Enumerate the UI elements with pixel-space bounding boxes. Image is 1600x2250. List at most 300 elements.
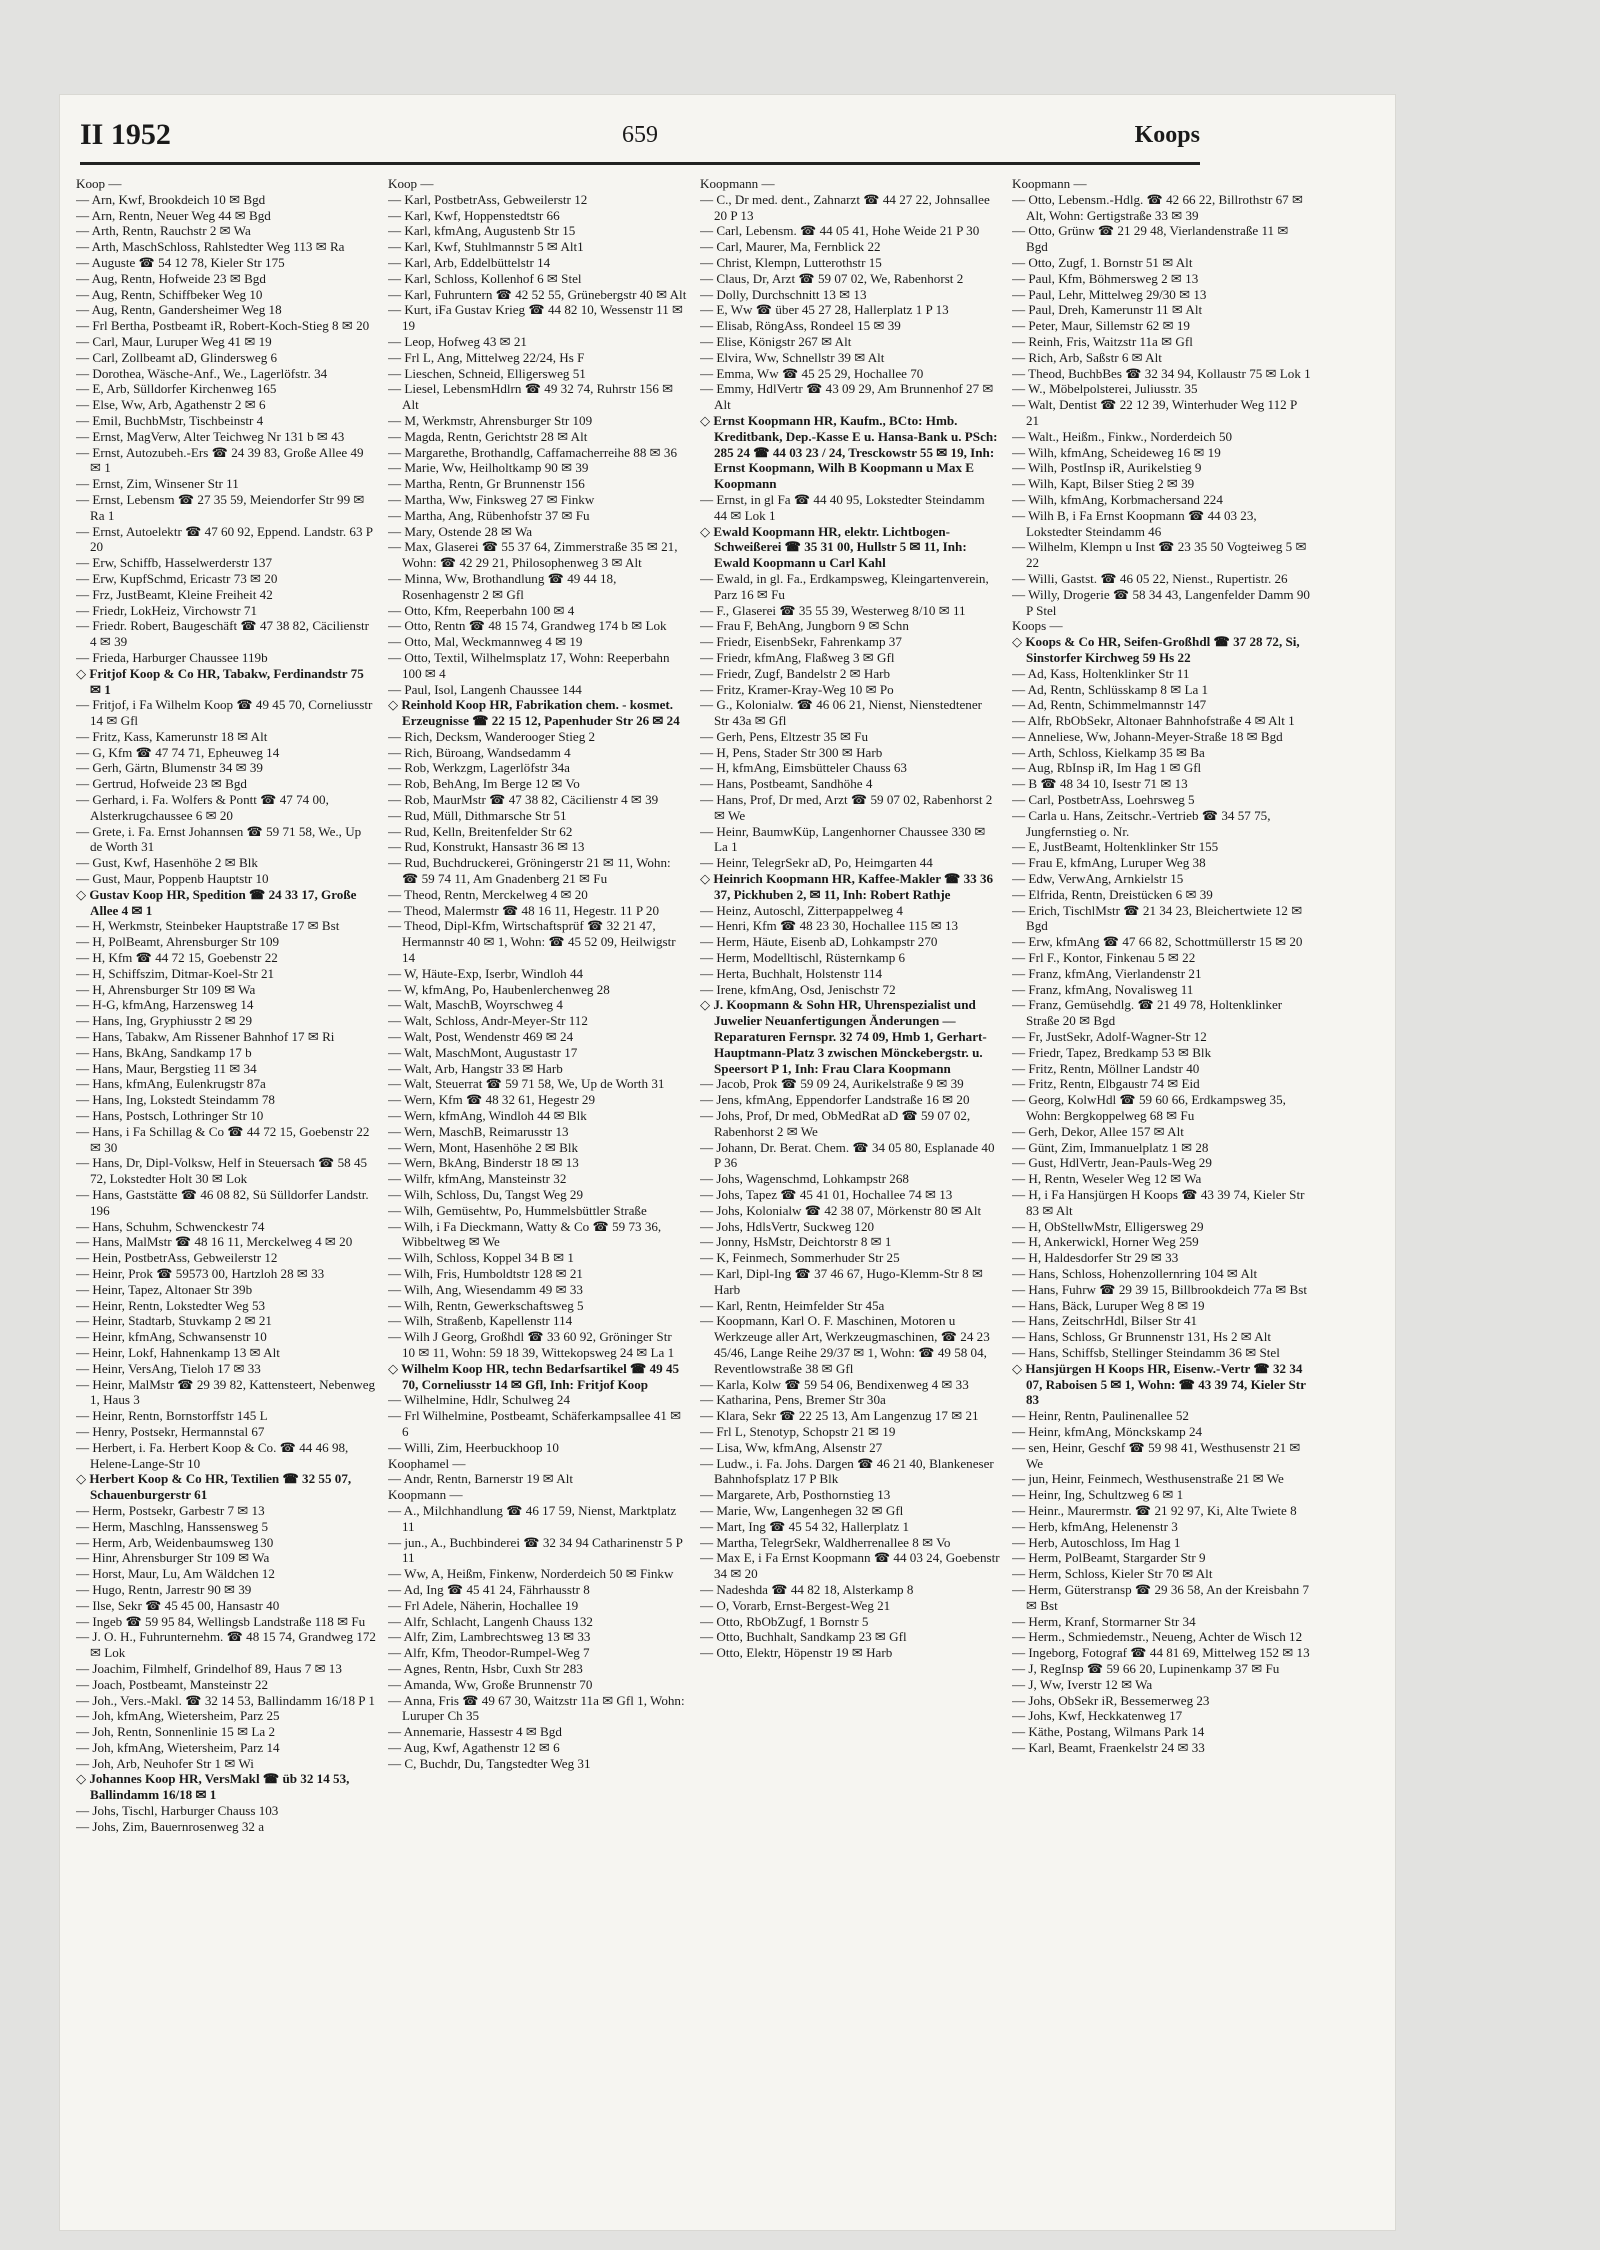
- directory-entry: — Ad, Rentn, Schlüsskamp 8 ✉ La 1: [1012, 681, 1209, 697]
- directory-entry: — Rud, Konstrukt, Hansastr 36 ✉ 13: [388, 839, 585, 855]
- directory-entry: — Wilh, Schloss, Du, Tangst Weg 29: [388, 1187, 584, 1202]
- directory-entry: — Paul, Isol, Langenh Chaussee 144: [388, 681, 582, 697]
- directory-entry: — Wilh J Georg, Großhdl ☎ 33 60 92, Gröninger Str 10 ✉ 11, Wohn: 59 18 39, Wittekopsweg 24 ✉ La 1: [388, 1329, 675, 1360]
- directory-entry: Koopmann —: [700, 176, 775, 191]
- directory-entry: — Herm, Kranf, Stormarner Str 34: [1012, 1613, 1196, 1629]
- directory-entry: — Fritz, Rentn, Elbgaustr 74 ✉ Eid: [1012, 1076, 1200, 1092]
- directory-entry: — Joh., Vers.-Makl. ☎ 32 14 53, Ballindamm 16/18 P 1: [76, 1692, 375, 1708]
- directory-entry: — Wern, BkAng, Binderstr 18 ✉ 13: [388, 1155, 579, 1171]
- directory-entry: — Gust, HdlVertr, Jean-Pauls-Weg 29: [1012, 1155, 1212, 1171]
- directory-entry: Koopmann —: [1012, 176, 1087, 191]
- directory-entry: — Erich, TischlMstr ☎ 21 34 23, Bleichertwiete 12 ✉ Bgd: [1012, 902, 1303, 934]
- directory-entry: — Willi, Gastst. ☎ 46 05 22, Nienst., Rupertistr. 26: [1012, 570, 1288, 586]
- directory-entry: — Heinr, Lokf, Hahnenkamp 13 ✉ Alt: [76, 1344, 280, 1360]
- directory-entry: — Hans, Dr, Dipl-Volksw, Helf in Steuersach ☎ 58 45 72, Lokstedter Holt 30 ✉ Lok: [76, 1155, 368, 1187]
- directory-entry: — Fritz, Kramer-Kray-Weg 10 ✉ Po: [700, 681, 894, 697]
- directory-entry: — Reinh, Fris, Waitzstr 11a ✉ Gfl: [1012, 333, 1193, 349]
- directory-entry: — Theod, Malermstr ☎ 48 16 11, Hegestr. 11 P 20: [388, 902, 660, 918]
- directory-entry: — Heinr, TelegrSekr aD, Po, Heimgarten 44: [700, 855, 933, 871]
- directory-entry: — Karl, Fuhruntern ☎ 42 52 55, Grünebergstr 40 ✉ Alt: [388, 286, 687, 302]
- directory-entry: — Herm., Schmiedemstr., Neueng, Achter de Wisch 12: [1012, 1629, 1303, 1645]
- directory-entry: — Franz, kfmAng, Vierlandenstr 21: [1012, 965, 1202, 981]
- directory-entry: — Minna, Ww, Brothandlung ☎ 49 44 18, Rosenhagenstr 2 ✉ Gfl: [388, 570, 617, 602]
- directory-entry: — Arth, Schloss, Kielkamp 35 ✉ Ba: [1012, 744, 1205, 760]
- directory-entry: — Ernst, Zim, Winsener Str 11: [76, 476, 239, 492]
- directory-entry: — Wilh, Schloss, Koppel 34 B ✉ 1: [388, 1250, 574, 1266]
- directory-entry: — Herb, Autoschloss, Im Hag 1: [1012, 1534, 1181, 1550]
- directory-entry: — Wilh, Kapt, Bilser Stieg 2 ✉ 39: [1012, 476, 1195, 492]
- directory-entry: ◇ Herbert Koop & Co HR, Textilien ☎ 32 55 07, Schauenburgerstr 61: [76, 1471, 352, 1503]
- directory-entry: Koop —: [76, 176, 122, 191]
- directory-entry: — Hugo, Rentn, Jarrestr 90 ✉ 39: [76, 1581, 252, 1597]
- directory-entry: — Jacob, Prok ☎ 59 09 24, Aurikelstraße 9 ✉ 39: [700, 1076, 964, 1092]
- directory-entry: — Fr, JustSekr, Adolf-Wagner-Str 12: [1012, 1029, 1207, 1045]
- directory-entry: ◇ Fritjof Koop & Co HR, Tabakw, Ferdinandstr 75 ✉ 1: [76, 665, 364, 697]
- directory-entry: — Theod, Rentn, Merckelweg 4 ✉ 20: [388, 886, 588, 902]
- directory-entry: — Hans, Postsch, Lothringer Str 10: [76, 1108, 264, 1124]
- directory-entry: — Arth, MaschSchloss, Rahlstedter Weg 113 ✉ Ra: [76, 239, 345, 255]
- directory-entry: — Lieschen, Schneid, Elligersweg 51: [388, 365, 586, 381]
- directory-entry: — B ☎ 48 34 10, Isestr 71 ✉ 13: [1012, 776, 1188, 792]
- directory-entry: — Heinr, Rentn, Bornstorffstr 145 L: [76, 1408, 268, 1424]
- directory-entry: — J, Ww, Iverstr 12 ✉ Wa: [1012, 1676, 1153, 1692]
- directory-entry: ◇ Ernst Koopmann HR, Kaufm., BCto: Hmb. Kreditbank, Dep.-Kasse E u. Hansa-Bank u. PSch: 285 24 ☎ 44 03 23 / 24, Tresckowstr 55 ✉ 19, Inh: Ernst Koopmann, Wilh B Koopmann u Max E Koopmann: [700, 412, 998, 492]
- directory-entry: ◇ Reinhold Koop HR, Fabrikation chem. - kosmet. Erzeugnisse ☎ 22 15 12, Papenhuder Str 26 ✉ 24: [388, 697, 680, 729]
- directory-entry: — Katharina, Pens, Bremer Str 30a: [700, 1392, 886, 1408]
- directory-entry: — Walt, Dentist ☎ 22 12 39, Winterhuder Weg 112 P 21: [1012, 397, 1297, 428]
- directory-entry: — Max, Glaserei ☎ 55 37 64, Zimmerstraße 35 ✉ 21, Wohn: ☎ 42 29 21, Philosophenweg 3 ✉ Alt: [388, 539, 678, 571]
- directory-entry: — Henry, Postsekr, Hermannstal 67: [76, 1423, 265, 1439]
- directory-entry: — H, Pens, Stader Str 300 ✉ Harb: [700, 744, 883, 760]
- directory-entry: — Wilfr, kfmAng, Mansteinstr 32: [388, 1171, 567, 1187]
- directory-entry: — E, JustBeamt, Holtenklinker Str 155: [1012, 839, 1219, 855]
- directory-entry: — W., Möbelpolsterei, Juliusstr. 35: [1012, 381, 1198, 397]
- directory-entry: — Martha, TelegrSekr, Waldherrenallee 8 ✉ Vo: [700, 1534, 951, 1550]
- directory-entry: Koophamel —: [388, 1455, 466, 1471]
- directory-entry: — E, Arb, Sülldorfer Kirchenweg 165: [76, 381, 277, 397]
- directory-entry: — Frieda, Harburger Chaussee 119b: [76, 649, 268, 665]
- directory-entry: — Otto, Mal, Weckmannweg 4 ✉ 19: [388, 634, 583, 650]
- directory-entry: — Hans, Fuhrw ☎ 29 39 15, Billbrookdeich 77a ✉ Bst: [1012, 1281, 1307, 1297]
- directory-entry: — H, Schiffszim, Ditmar-Koel-Str 21: [76, 965, 275, 981]
- directory-entry: — H, Ankerwickl, Horner Weg 259: [1012, 1234, 1199, 1250]
- directory-entry: — Heinr, BaumwKüp, Langenhorner Chaussee 330 ✉ La 1: [700, 823, 986, 855]
- directory-entry: — Magda, Rentn, Gerichtstr 28 ✉ Alt: [388, 428, 588, 444]
- directory-entry: — Hans, Bäck, Luruper Weg 8 ✉ 19: [1012, 1297, 1205, 1313]
- directory-entry: — Agnes, Rentn, Hsbr, Cuxh Str 283: [388, 1660, 583, 1676]
- directory-entry: — Gerhard, i. Fa. Wolfers & Pontt ☎ 47 74 00, Alsterkrugchaussee 6 ✉ 20: [76, 792, 329, 823]
- directory-entry: — Heinz, Autoschl, Zitterpappelweg 4: [700, 902, 903, 918]
- directory-entry: — Annemarie, Hassestr 4 ✉ Bgd: [388, 1724, 562, 1740]
- directory-entry: — Joh, Arb, Neuhofer Str 1 ✉ Wi: [76, 1755, 254, 1771]
- directory-entry: — Hans, Postbeamt, Sandhöhe 4: [700, 776, 873, 792]
- directory-entry: — H, Werkmstr, Steinbeker Hauptstraße 17 ✉ Bst: [76, 918, 340, 934]
- directory-entry: — Friedr, EisenbSekr, Fahrenkamp 37: [700, 634, 902, 650]
- directory-entry: — Ernst, MagVerw, Alter Teichweg Nr 131 b ✉ 43: [76, 428, 345, 444]
- directory-entry: — Joachim, Filmhelf, Grindelhof 89, Haus 7 ✉ 13: [76, 1660, 342, 1676]
- directory-entry: — Rob, BehAng, Im Berge 12 ✉ Vo: [388, 776, 580, 792]
- directory-entry: — A., Milchhandlung ☎ 46 17 59, Nienst, Marktplatz 11: [388, 1502, 677, 1534]
- directory-entry: — Rob, Werkzgm, Lagerlöfstr 34a: [388, 760, 570, 776]
- directory-entry: — Jonny, HsMstr, Deichtorstr 8 ✉ 1: [700, 1234, 892, 1250]
- directory-entry: — M, Werkmstr, Ahrensburger Str 109: [388, 412, 593, 428]
- directory-entry: — Ad, Rentn, Schimmelmannstr 147: [1012, 697, 1207, 713]
- directory-entry: — sen, Heinr, Geschf ☎ 59 98 41, Westhusenstr 21 ✉ We: [1012, 1439, 1301, 1471]
- directory-entry: — Rich, Arb, Saßstr 6 ✉ Alt: [1012, 349, 1162, 365]
- directory-entry: — Herm, Güterstransp ☎ 29 36 58, An der Kreisbahn 7 ✉ Bst: [1012, 1581, 1310, 1613]
- directory-entry: — Herm, Arb, Weidenbaumsweg 130: [76, 1534, 274, 1550]
- directory-entry: — C, Buchdr, Du, Tangstedter Weg 31: [388, 1755, 591, 1771]
- directory-entry: ◇ Wilhelm Koop HR, techn Bedarfsartikel ☎ 49 45 70, Corneliusstr 14 ✉ Gfl, Inh: Fritjof Koop: [388, 1360, 680, 1392]
- directory-entry: — Otto, Grünw ☎ 21 29 48, Vierlandenstraße 11 ✉ Bgd: [1012, 223, 1289, 255]
- directory-entry: — Rich, Büroang, Wandsedamm 4: [388, 744, 571, 760]
- directory-entry: — Kurt, iFa Gustav Krieg ☎ 44 82 10, Wessenstr 11 ✉ 19: [388, 302, 683, 334]
- directory-entry: — Theod, BuchbBes ☎ 32 34 94, Kollaustr 75 ✉ Lok 1: [1012, 365, 1311, 381]
- directory-entry: — Andr, Rentn, Barnerstr 19 ✉ Alt: [388, 1471, 574, 1487]
- directory-entry: — Hans, Prof, Dr med, Arzt ☎ 59 07 02, Rabenhorst 2 ✉ We: [700, 792, 993, 823]
- running-head: Koops: [1134, 122, 1200, 148]
- directory-entry: — Heinr, Ing, Schultzweg 6 ✉ 1: [1012, 1487, 1184, 1503]
- directory-entry: — Dolly, Durchschnitt 13 ✉ 13: [700, 286, 867, 302]
- directory-entry: ◇ Heinrich Koopmann HR, Kaffee-Makler ☎ 33 36 37, Pickhuben 2, ✉ 11, Inh: Robert Rathje: [700, 871, 994, 902]
- directory-entry: — Wilh, PostInsp iR, Aurikelstieg 9: [1012, 460, 1202, 476]
- directory-entry: — Heinr, kfmAng, Mönckskamp 24: [1012, 1423, 1203, 1439]
- directory-entry: — Carla u. Hans, Zeitschr.-Vertrieb ☎ 34 57 75, Jungfernstieg o. Nr.: [1012, 807, 1271, 839]
- directory-entry: — Liesel, LebensmHdlrn ☎ 49 32 74, Ruhrstr 156 ✉ Alt: [388, 381, 674, 413]
- directory-entry: — Jens, kfmAng, Eppendorfer Landstraße 16 ✉ 20: [700, 1092, 970, 1108]
- directory-entry: — Herm, Postsekr, Garbestr 7 ✉ 13: [76, 1502, 265, 1518]
- directory-entry: — Else, Ww, Arb, Agathenstr 2 ✉ 6: [76, 397, 266, 413]
- directory-entry: — Mary, Ostende 28 ✉ Wa: [388, 523, 533, 539]
- directory-entry: — Rich, Decksm, Wanderooger Stieg 2: [388, 728, 596, 744]
- directory-entry: — Karl, kfmAng, Augustenb Str 15: [388, 223, 576, 239]
- directory-entry: — Otto, Buchhalt, Sandkamp 23 ✉ Gfl: [700, 1629, 907, 1645]
- directory-entry: — jun, Heinr, Feinmech, Westhusenstraße 21 ✉ We: [1012, 1471, 1284, 1487]
- directory-entry: — Martha, Ww, Finksweg 27 ✉ Finkw: [388, 491, 595, 507]
- directory-entry: — Rud, Müll, Dithmarsche Str 51: [388, 807, 567, 823]
- directory-entry: — Wilh, Straßenb, Kapellenstr 114: [388, 1313, 573, 1329]
- directory-entry: — Carl, Maurer, Ma, Fernblick 22: [700, 239, 881, 255]
- page-number: 659: [622, 122, 658, 148]
- directory-entry: — Heinr, Rentn, Paulinenallee 52: [1012, 1408, 1189, 1424]
- directory-entry: — Hans, kfmAng, Eulenkrugstr 87a: [76, 1076, 266, 1092]
- directory-entry: — Erw, Schiffb, Hasselwerderstr 137: [76, 555, 272, 571]
- directory-entry: ◇ Koops & Co HR, Seifen-Großhdl ☎ 37 28 72, Si, Sinstorfer Kirchweg 59 Hs 22: [1012, 634, 1300, 665]
- directory-entry: — Ww, A, Heißm, Finkenw, Norderdeich 50 ✉ Finkw: [388, 1566, 674, 1582]
- directory-entry: — Elise, Königstr 267 ✉ Alt: [700, 333, 852, 349]
- directory-entry: — Hans, Schloss, Gr Brunnenstr 131, Hs 2 ✉ Alt: [1012, 1329, 1272, 1345]
- directory-entry: — Anneliese, Ww, Johann-Meyer-Straße 18 ✉ Bgd: [1012, 728, 1283, 744]
- directory-entry: — Fritz, Kass, Kamerunstr 18 ✉ Alt: [76, 728, 268, 744]
- directory-entry: — Erw, KupfSchmd, Ericastr 73 ✉ 20: [76, 570, 278, 586]
- directory-entry: — Auguste ☎ 54 12 78, Kieler Str 175: [76, 254, 285, 270]
- directory-entry: — Ingeborg, Fotograf ☎ 44 81 69, Mittelweg 152 ✉ 13: [1012, 1645, 1310, 1661]
- directory-entry: — Hans, Schloss, Hohenzollernring 104 ✉ Alt: [1012, 1265, 1258, 1281]
- directory-entry: — Herta, Buchhalt, Holstenstr 114: [700, 965, 883, 981]
- directory-entry: — Johs, Kwf, Heckkatenweg 17: [1012, 1708, 1183, 1724]
- directory-entry: — Fritz, Rentn, Möllner Landstr 40: [1012, 1060, 1200, 1076]
- directory-entry: — Ad, Kass, Holtenklinker Str 11: [1012, 665, 1190, 681]
- directory-entry: — Ad, Ing ☎ 45 41 24, Fährhausstr 8: [388, 1581, 590, 1597]
- directory-entry: — Elvira, Ww, Schnellstr 39 ✉ Alt: [700, 349, 885, 365]
- directory-entry: — Aug, Rentn, Gandersheimer Weg 18: [76, 302, 282, 318]
- directory-entry: — Walt, Post, Wendenstr 469 ✉ 24: [388, 1029, 574, 1045]
- directory-entry: — Ernst, Autoelektr ☎ 47 60 92, Eppend. Landstr. 63 P 20: [76, 523, 373, 555]
- directory-entry: — Theod, Dipl-Kfm, Wirtschaftsprüf ☎ 32 21 47, Hermannstr 40 ✉ 1, Wohn: ☎ 45 52 09, Heilwigstr 14: [388, 918, 676, 966]
- directory-entry: — Heinr, Stadtarb, Stuvkamp 2 ✉ 21: [76, 1313, 272, 1329]
- directory-entry: Koops —: [1012, 618, 1063, 634]
- directory-entry: — Ewald, in gl. Fa., Erdkampsweg, Kleingartenverein, Parz 16 ✉ Fu: [700, 570, 989, 602]
- directory-entry: — Herm, Maschlng, Hanssensweg 5: [76, 1518, 269, 1534]
- directory-entry: — Hans, Ing, Gryphiusstr 2 ✉ 29: [76, 1013, 253, 1029]
- directory-entry: — Wilhelmine, Hdlr, Schulweg 24: [388, 1392, 570, 1408]
- directory-entry: — Walt, Schloss, Andr-Meyer-Str 112: [388, 1013, 588, 1029]
- directory-entry: — Arn, Kwf, Brookdeich 10 ✉ Bgd: [76, 191, 266, 207]
- directory-entry: — Karl, Beamt, Fraenkelstr 24 ✉ 33: [1012, 1739, 1205, 1755]
- directory-entry: — Claus, Dr, Arzt ☎ 59 07 02, We, Rabenhorst 2: [700, 270, 964, 286]
- directory-entry: — Irene, kfmAng, Osd, Jenischstr 72: [700, 981, 896, 997]
- directory-entry: — Frz, JustBeamt, Kleine Freiheit 42: [76, 586, 273, 602]
- directory-entry: — Wilhelm, Klempn u Inst ☎ 23 35 50 Vogteiweg 5 ✉ 22: [1012, 539, 1307, 571]
- directory-entry: — Karl, Arb, Eddelbüttelstr 14: [388, 254, 551, 270]
- directory-entry: — Walt, MaschMont, Augustastr 17: [388, 1044, 578, 1060]
- directory-entry: — Otto, RbObZugf, 1 Bornstr 5: [700, 1613, 869, 1629]
- directory-entry: — Wern, MaschB, Reimarusstr 13: [388, 1123, 569, 1139]
- page-header: [80, 118, 1200, 165]
- directory-entry: — Wilh, Ang, Wiesendamm 49 ✉ 33: [388, 1281, 583, 1297]
- directory-entry: — Friedr, Zugf, Bandelstr 2 ✉ Harb: [700, 665, 891, 681]
- directory-entry: — Frl Bertha, Postbeamt iR, Robert-Koch-Stieg 8 ✉ 20: [76, 318, 370, 334]
- directory-entry: — Aug, Kwf, Agathenstr 12 ✉ 6: [388, 1739, 560, 1755]
- directory-columns: [76, 176, 1312, 2181]
- directory-entry: — Wilh, kfmAng, Korbmachersand 224: [1012, 491, 1223, 507]
- directory-entry: — H, Kfm ☎ 44 72 15, Goebenstr 22: [76, 950, 278, 966]
- directory-entry: — Frl L, Ang, Mittelweg 22/24, Hs F: [388, 349, 585, 365]
- directory-entry: — Walt, Arb, Hangstr 33 ✉ Harb: [388, 1060, 563, 1076]
- directory-entry: — W, Häute-Exp, Iserbr, Windloh 44: [388, 965, 584, 981]
- directory-entry: — Koopmann, Karl O. F. Maschinen, Motoren u Werkzeuge aller Art, Werkzeugmaschinen, ☎ 24 23 45/46, Lange Reihe 29/37 ✉ 1, Wohn: ☎ 49 58 04, Reventlowstraße 38 ✉ Gfl: [700, 1313, 990, 1376]
- directory-entry: — Margarethe, Brothandlg, Caffamacherreihe 88 ✉ 36: [388, 444, 677, 460]
- section-year: II 1952: [80, 118, 171, 151]
- directory-entry: — Nadeshda ☎ 44 82 18, Alsterkamp 8: [700, 1581, 914, 1597]
- directory-entry: — Hein, PostbetrAss, Gebweilerstr 12: [76, 1250, 278, 1266]
- directory-entry: — jun., A., Buchbinderei ☎ 32 34 94 Catharinenstr 5 P 11: [388, 1534, 683, 1566]
- directory-entry: — Hans, MalMstr ☎ 48 16 11, Merckelweg 4 ✉ 20: [76, 1234, 353, 1250]
- directory-entry: — Gerh, Dekor, Allee 157 ✉ Alt: [1012, 1123, 1184, 1139]
- directory-entry: — Heinr, Tapez, Altonaer Str 39b: [76, 1281, 253, 1297]
- directory-entry: — Karl, Rentn, Heimfelder Str 45a: [700, 1297, 885, 1313]
- directory-entry: — H, i Fa Hansjürgen H Koops ☎ 43 39 74, Kieler Str 83 ✉ Alt: [1012, 1187, 1305, 1218]
- directory-entry: — Johs, Tapez ☎ 45 41 01, Hochallee 74 ✉ 13: [700, 1187, 953, 1202]
- directory-entry: — Wilh, Rentn, Gewerkschaftsweg 5: [388, 1297, 584, 1313]
- directory-entry: — Gust, Maur, Poppenb Hauptstr 10: [76, 871, 269, 887]
- directory-entry: — Rud, Buchdruckerei, Gröningerstr 21 ✉ 11, Wohn: ☎ 59 74 11, Am Gnadenberg 21 ✉ Fu: [388, 855, 671, 887]
- directory-entry: — Herb, kfmAng, Helenenstr 3: [1012, 1518, 1178, 1534]
- directory-entry: — Frl L, Stenotyp, Schopstr 21 ✉ 19: [700, 1423, 896, 1439]
- directory-entry: — Herm, Schloss, Kieler Str 70 ✉ Alt: [1012, 1566, 1213, 1582]
- directory-entry: — Ernst, Lebensm ☎ 27 35 59, Meiendorfer Str 99 ✉ Ra 1: [76, 491, 365, 523]
- directory-entry: — Günt, Zim, Immanuelplatz 1 ✉ 28: [1012, 1139, 1209, 1155]
- directory-entry: Koop —: [388, 176, 434, 191]
- directory-entry: — Dorothea, Wäsche-Anf., We., Lagerlöfstr. 34: [76, 365, 328, 381]
- directory-entry: — Gerh, Gärtn, Blumenstr 34 ✉ 39: [76, 760, 263, 776]
- directory-entry: — Wern, Mont, Hasenhöhe 2 ✉ Blk: [388, 1139, 579, 1155]
- directory-entry: — Amanda, Ww, Große Brunnenstr 70: [388, 1676, 593, 1692]
- directory-entry: — Christ, Klempn, Lutterothstr 15: [700, 254, 882, 270]
- directory-entry: — Leop, Hofweg 43 ✉ 21: [388, 333, 527, 349]
- directory-entry: — Otto, Kfm, Reeperbahn 100 ✉ 4: [388, 602, 575, 618]
- directory-entry: — Walt., Heißm., Finkw., Norderdeich 50: [1012, 428, 1233, 444]
- directory-entry: — Wilh B, i Fa Ernst Koopmann ☎ 44 03 23, Lokstedter Steindamm 46: [1012, 507, 1257, 539]
- directory-entry: — Franz, kfmAng, Novalisweg 11: [1012, 981, 1194, 997]
- directory-entry: ◇ Hansjürgen H Koops HR, Eisenw.-Vertr ☎ 32 34 07, Raboisen 5 ✉ 1, Wohn: ☎ 43 39 74, Kieler Str 83: [1012, 1360, 1306, 1408]
- directory-entry: — Lisa, Ww, kfmAng, Alsenstr 27: [700, 1439, 883, 1455]
- directory-entry: — Walt, Steuerrat ☎ 59 71 58, We, Up de Worth 31: [388, 1076, 665, 1092]
- directory-entry: — Paul, Lehr, Mittelweg 29/30 ✉ 13: [1012, 286, 1207, 302]
- directory-entry: — Käthe, Postang, Wilmans Park 14: [1012, 1724, 1205, 1740]
- directory-entry: — J. O. H., Fuhrunternehm. ☎ 48 15 74, Grandweg 172 ✉ Lok: [76, 1629, 376, 1661]
- directory-entry: — F., Glaserei ☎ 35 55 39, Westerweg 8/10 ✉ 11: [700, 602, 966, 618]
- directory-entry: — Max E, i Fa Ernst Koopmann ☎ 44 03 24, Goebenstr 34 ✉ 20: [700, 1550, 1000, 1582]
- column-1: [76, 176, 376, 2181]
- directory-entry: — Herbert, i. Fa. Herbert Koop & Co. ☎ 44 46 98, Helene-Lange-Str 10: [76, 1439, 349, 1471]
- directory-entry: — Frau F, BehAng, Jungborn 9 ✉ Schn: [700, 618, 909, 634]
- directory-entry: — C., Dr med. dent., Zahnarzt ☎ 44 27 22, Johnsallee 20 P 13: [700, 191, 990, 223]
- directory-entry: — Karl, PostbetrAss, Gebweilerstr 12: [388, 191, 588, 207]
- directory-entry: — Hans, Ing, Lokstedt Steindamm 78: [76, 1092, 275, 1108]
- directory-entry: — Martha, Ang, Rübenhofstr 37 ✉ Fu: [388, 507, 590, 523]
- directory-entry: — Arn, Rentn, Neuer Weg 44 ✉ Bgd: [76, 207, 271, 223]
- directory-entry: — Willy, Drogerie ☎ 58 34 43, Langenfelder Damm 90 P Stel: [1012, 586, 1310, 618]
- directory-entry: — Paul, Kfm, Böhmersweg 2 ✉ 13: [1012, 270, 1199, 286]
- directory-entry: — Friedr. Robert, Baugeschäft ☎ 47 38 82, Cäcilienstr 4 ✉ 39: [76, 618, 370, 650]
- column-4: [1012, 176, 1312, 2181]
- directory-entry: — Ernst, in gl Fa ☎ 44 40 95, Lokstedter Steindamm 44 ✉ Lok 1: [700, 491, 985, 523]
- directory-entry: — Herm, Modelltischl, Rüsternkamp 6: [700, 950, 906, 966]
- directory-entry: — Joh, kfmAng, Wietersheim, Parz 14: [76, 1739, 280, 1755]
- directory-entry: — Erw, kfmAng ☎ 47 66 82, Schottmüllerstr 15 ✉ 20: [1012, 934, 1303, 950]
- directory-entry: — Hans, Schuhm, Schwenckestr 74: [76, 1218, 265, 1234]
- directory-entry: — Otto, Lebensm.-Hdlg. ☎ 42 66 22, Billrothstr 67 ✉ Alt, Wohn: Gertigstraße 33 ✉ 39: [1012, 191, 1303, 223]
- directory-entry: — Edw, VerwAng, Arnkielstr 15: [1012, 871, 1184, 887]
- directory-entry: — Frl Wilhelmine, Postbeamt, Schäferkampsallee 41 ✉ 6: [388, 1408, 682, 1439]
- directory-entry: — G, Kfm ☎ 47 74 71, Epheuweg 14: [76, 744, 280, 760]
- directory-entry: — Hans, ZeitschrHdl, Bilser Str 41: [1012, 1313, 1198, 1329]
- directory-entry: — Henri, Kfm ☎ 48 23 30, Hochallee 115 ✉ 13: [700, 918, 959, 934]
- directory-entry: Koopmann —: [388, 1487, 463, 1503]
- directory-entry: — Gust, Kwf, Hasenhöhe 2 ✉ Blk: [76, 855, 258, 871]
- directory-entry: — Heinr, kfmAng, Schwansenstr 10: [76, 1329, 267, 1345]
- directory-entry: — Hans, i Fa Schillag & Co ☎ 44 72 15, Goebenstr 22 ✉ 30: [76, 1123, 370, 1155]
- directory-entry: ◇ J. Koopmann & Sohn HR, Uhrenspezialist und Juwelier Neuanfertigungen Änderungen — Reparaturen Fernspr. 32 74 09, Hmb 1, Gerhart-Hauptmann-Platz 3 zwischen Mönckebergstr. u. Speersort P 1, Inh: Frau Clara Koopmann: [700, 997, 987, 1076]
- directory-entry: — O, Vorarb, Ernst-Bergest-Weg 21: [700, 1597, 891, 1613]
- directory-entry: — Hans, BkAng, Sandkamp 17 b: [76, 1044, 252, 1060]
- directory-entry: — Hans, Gaststätte ☎ 46 08 82, Sü Sülldorfer Landstr. 196: [76, 1187, 369, 1218]
- directory-entry: — Otto, Zugf, 1. Bornstr 51 ✉ Alt: [1012, 254, 1193, 270]
- directory-entry: — Herm, PolBeamt, Stargarder Str 9: [1012, 1550, 1206, 1566]
- directory-entry: — Wern, Kfm ☎ 48 32 61, Hegestr 29: [388, 1092, 596, 1108]
- directory-entry: — Johann, Dr. Berat. Chem. ☎ 34 05 80, Esplanade 40 P 36: [700, 1139, 995, 1171]
- directory-entry: — Heinr, Prok ☎ 59573 00, Hartzloh 28 ✉ 33: [76, 1265, 325, 1281]
- directory-entry: — Klara, Sekr ☎ 22 25 13, Am Langenzug 17 ✉ 21: [700, 1408, 979, 1424]
- directory-entry: — Joh, Rentn, Sonnenlinie 15 ✉ La 2: [76, 1724, 275, 1740]
- directory-entry: — Otto, Rentn ☎ 48 15 74, Grandweg 174 b ✉ Lok: [388, 618, 667, 634]
- directory-entry: — Arth, Rentn, Rauchstr 2 ✉ Wa: [76, 223, 251, 239]
- directory-entry: — Carl, Zollbeamt aD, Glindersweg 6: [76, 349, 278, 365]
- directory-entry: — Karl, Dipl-Ing ☎ 37 46 67, Hugo-Klemm-Str 8 ✉ Harb: [700, 1265, 983, 1297]
- directory-entry: — Willi, Zim, Heerbuckhoop 10: [388, 1439, 559, 1455]
- directory-entry: — Emma, Ww ☎ 45 25 29, Hochallee 70: [700, 365, 924, 381]
- directory-entry: — W, kfmAng, Po, Haubenlerchenweg 28: [388, 981, 610, 997]
- directory-entry: — Friedr, kfmAng, Flaßweg 3 ✉ Gfl: [700, 649, 895, 665]
- directory-entry: ◇ Johannes Koop HR, VersMakl ☎ üb 32 14 53, Ballindamm 16/18 ✉ 1: [76, 1771, 350, 1803]
- directory-entry: — Marie, Ww, Heilholtkamp 90 ✉ 39: [388, 460, 589, 476]
- directory-entry: — Frl Adele, Näherin, Hochallee 19: [388, 1597, 579, 1613]
- directory-entry: — Rob, MaurMstr ☎ 47 38 82, Cäcilienstr 4 ✉ 39: [388, 792, 659, 808]
- directory-entry: — Walt, MaschB, Woyrschweg 4: [388, 997, 563, 1013]
- directory-entry: — Aug, RbInsp iR, Im Hag 1 ✉ Gfl: [1012, 760, 1202, 776]
- directory-entry: — Karl, Schloss, Kollenhof 6 ✉ Stel: [388, 270, 582, 286]
- directory-entry: — Peter, Maur, Sillemstr 62 ✉ 19: [1012, 318, 1190, 334]
- directory-entry: — Joach, Postbeamt, Mansteinstr 22: [76, 1676, 269, 1692]
- directory-entry: — Hans, Tabakw, Am Rissener Bahnhof 17 ✉ Ri: [76, 1029, 335, 1045]
- directory-entry: — Johs, HdlsVertr, Suckweg 120: [700, 1218, 875, 1234]
- directory-entry: — Mart, Ing ☎ 45 54 32, Hallerplatz 1: [700, 1518, 910, 1534]
- directory-entry: — Friedr, LokHeiz, Virchowstr 71: [76, 602, 257, 618]
- directory-entry: — Ernst, Autozubeh.-Ers ☎ 24 39 83, Große Allee 49 ✉ 1: [76, 444, 364, 476]
- directory-entry: — Paul, Dreh, Kamerunstr 11 ✉ Alt: [1012, 302, 1203, 318]
- directory-entry: — Carl, Maur, Luruper Weg 41 ✉ 19: [76, 333, 272, 349]
- directory-entry: — H, PolBeamt, Ahrensburger Str 109: [76, 934, 280, 950]
- directory-entry: — Martha, Rentn, Gr Brunnenstr 156: [388, 476, 585, 492]
- directory-entry: — Ingeb ☎ 59 95 84, Wellingsb Landstraße 118 ✉ Fu: [76, 1613, 366, 1629]
- directory-entry: — Heinr, Rentn, Lokstedter Weg 53: [76, 1297, 266, 1313]
- directory-entry: — Grete, i. Fa. Ernst Johannsen ☎ 59 71 58, We., Up de Worth 31: [76, 823, 362, 855]
- directory-entry: — Johs, Wagenschmd, Lohkampstr 268: [700, 1171, 909, 1187]
- directory-entry: — Gertrud, Hofweide 23 ✉ Bgd: [76, 776, 247, 792]
- directory-entry: — Carl, PostbetrAss, Loehrsweg 5: [1012, 792, 1195, 808]
- directory-entry: — Johs, Tischl, Harburger Chauss 103: [76, 1803, 279, 1819]
- directory-entry: — G., Kolonialw. ☎ 46 06 21, Nienst, Nienstedtener Str 43a ✉ Gfl: [700, 697, 983, 729]
- directory-entry: — Hans, Maur, Bergstieg 11 ✉ 34: [76, 1060, 257, 1076]
- directory-entry: — Elfrida, Rentn, Dreistücken 6 ✉ 39: [1012, 886, 1213, 902]
- directory-entry: — Herm, Häute, Eisenb aD, Lohkampstr 270: [700, 934, 938, 950]
- directory-entry: — Wilh, kfmAng, Scheideweg 16 ✉ 19: [1012, 444, 1221, 460]
- directory-entry: — H, kfmAng, Eimsbütteler Chauss 63: [700, 760, 907, 776]
- directory-entry: ◇ Ewald Koopmann HR, elektr. Lichtbogen-Schweißerei ☎ 35 31 00, Hullstr 5 ✉ 11, Inh: Ewald Koopmann u Carl Kahl: [700, 523, 967, 571]
- directory-entry: — Karl, Kwf, Hoppenstedtstr 66: [388, 207, 560, 223]
- directory-entry: — H, Rentn, Weseler Weg 12 ✉ Wa: [1012, 1171, 1202, 1187]
- directory-entry: — J, RegInsp ☎ 59 66 20, Lupinenkamp 37 ✉ Fu: [1012, 1660, 1280, 1676]
- directory-entry: — Heinr, VersAng, Tieloh 17 ✉ 33: [76, 1360, 261, 1376]
- column-2: [388, 176, 688, 2181]
- directory-entry: — Carl, Lebensm. ☎ 44 05 41, Hohe Weide 21 P 30: [700, 223, 980, 239]
- directory-entry: — Otto, Textil, Wilhelmsplatz 17, Wohn: Reeperbahn 100 ✉ 4: [388, 649, 670, 681]
- directory-entry: — Alfr, RbObSekr, Altonaer Bahnhofstraße 4 ✉ Alt 1: [1012, 713, 1295, 729]
- directory-entry: — Wern, kfmAng, Windloh 44 ✉ Blk: [388, 1108, 587, 1124]
- directory-entry: ◇ Gustav Koop HR, Spedition ☎ 24 33 17, Große Allee 4 ✉ 1: [76, 886, 357, 918]
- directory-entry: — Hans, Schiffsb, Stellinger Steindamm 36 ✉ Stel: [1012, 1344, 1280, 1360]
- directory-entry: — Emil, BuchbMstr, Tischbeinstr 4: [76, 412, 264, 428]
- directory-entry: — Fritjof, i Fa Wilhelm Koop ☎ 49 45 70, Corneliusstr 14 ✉ Gfl: [76, 697, 373, 729]
- directory-entry: — Heinr, MalMstr ☎ 29 39 82, Kattensteert, Nebenweg 1, Haus 3: [76, 1376, 376, 1408]
- directory-entry: — H-G, kfmAng, Harzensweg 14: [76, 997, 254, 1013]
- directory-entry: — Wilh, i Fa Dieckmann, Watty & Co ☎ 59 73 36, Wibbeltweg ✉ We: [388, 1218, 662, 1250]
- directory-entry: — Alfr, Zim, Lambrechtsweg 13 ✉ 33: [388, 1629, 591, 1645]
- column-3: [700, 176, 1000, 2181]
- directory-entry: — Aug, Rentn, Schiffbeker Weg 10: [76, 286, 263, 302]
- directory-entry: — Ludw., i. Fa. Johs. Dargen ☎ 46 21 40, Blankeneser Bahnhofsplatz 17 P Blk: [700, 1455, 994, 1487]
